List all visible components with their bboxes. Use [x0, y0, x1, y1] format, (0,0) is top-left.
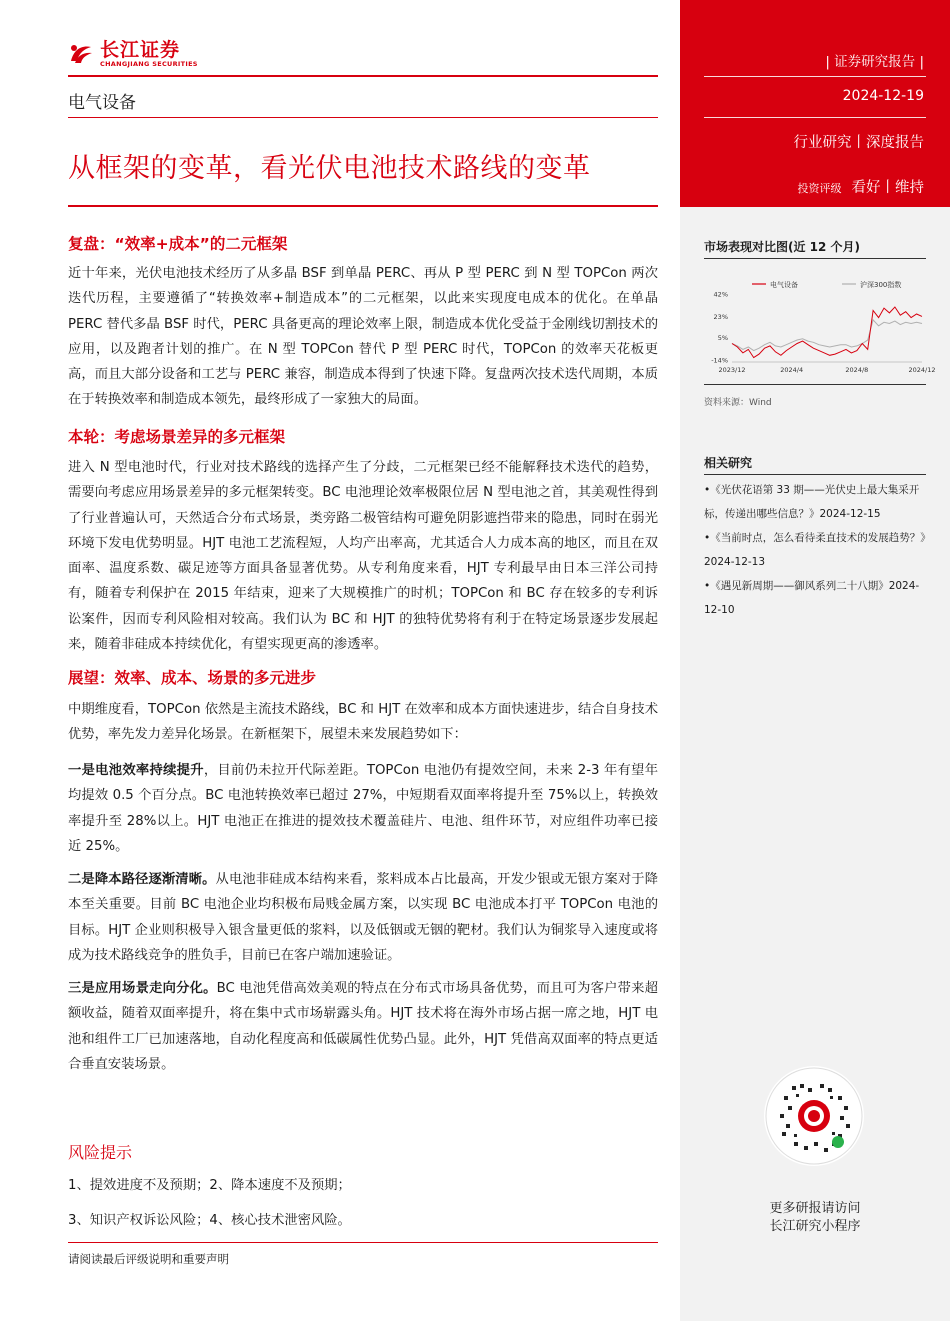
market-chart	[704, 268, 936, 380]
meta-divider-1	[704, 76, 926, 77]
mini-program-qr[interactable]	[764, 1066, 864, 1166]
market-chart-top-rule	[704, 258, 926, 259]
section-head-current: 本轮：考虑场景差异的多元框架	[68, 428, 286, 446]
sector-divider	[68, 117, 658, 118]
company-logo	[68, 36, 198, 72]
y-tick-label: 23%	[713, 312, 728, 321]
qr-code-icon	[764, 1066, 864, 1166]
market-chart-source: 资料来源：Wind	[704, 398, 772, 408]
outlook-point-3	[68, 976, 658, 1077]
sector-label: 电气设备	[68, 93, 136, 113]
report-category: 行业研究丨深度报告	[793, 135, 924, 151]
y-tick-label: 5%	[717, 334, 728, 343]
y-tick-label: -14%	[711, 356, 728, 365]
report-title: 从框架的变革，看光伏电池技术路线的变革	[68, 153, 591, 184]
report-type: | 证券研究报告 |	[825, 54, 924, 70]
rating-label: 投资评级	[797, 182, 842, 195]
market-chart-title: 市场表现对比图(近 12 个月)	[704, 240, 861, 254]
footer-note: 请阅读最后评级说明和重要声明	[68, 1252, 229, 1266]
section-head-review: 复盘：“效率+成本”的二元框架	[68, 235, 288, 253]
legend-label-1: 沪深300指数	[860, 281, 902, 289]
outlook-intro: 中期维度看，TOPCon 依然是主流技术路线，BC 和 HJT 在效率和成本方面快速进步，结合自身技术优势，率先发力差异化场景。在新框架下，展望未来发展趋势如下：	[68, 702, 658, 743]
qr-caption-1: 更多研报请访问	[769, 1201, 861, 1216]
logo-en: CHANGJIANG SECURITIES	[100, 59, 198, 68]
logo-icon	[68, 41, 94, 67]
risk-head: 风险提示	[68, 1143, 133, 1162]
series-line-0	[732, 307, 922, 358]
market-chart-bottom-rule	[704, 384, 926, 385]
sidebar	[680, 0, 950, 1321]
risk-line-2: 3、知识产权诉讼风险；4、核心技术泄密风险。	[68, 1213, 351, 1228]
point-1-bold: 一是电池效率持续提升	[68, 763, 204, 778]
x-tick-label: 2024/4	[780, 366, 804, 374]
title-divider	[68, 205, 658, 207]
related-item-2[interactable]: •《当前时点，怎么看待柔直技术的发展趋势？》2024-12-13	[704, 532, 926, 568]
outlook-point-1	[68, 758, 658, 859]
y-tick-label: 42%	[713, 290, 728, 299]
qr-caption-2: 长江研究小程序	[769, 1219, 861, 1234]
point-3-bold: 三是应用场景走向分化。	[68, 981, 217, 996]
x-tick-label: 2023/12	[718, 366, 746, 374]
series-line-1	[732, 320, 922, 351]
point-1-text: ，目前仍未拉开代际差距。TOPCon 电池仍有提效空间，未来 2-3 年有望年均提效 0.5 个百分点。BC 电池转换效率已超过 27%，中短期看双面率将提升至 75%以上，转换效率提升至 28%以上。HJT 电池正在推进的提效技术覆盖硅片、电池、组件环节，对应组件功率已接近 25%。	[68, 763, 659, 854]
related-rule	[704, 474, 926, 475]
outlook-point-2	[68, 867, 658, 968]
x-tick-label: 2024/8	[845, 366, 869, 374]
related-research-list	[704, 478, 930, 622]
report-meta-panel	[680, 0, 950, 207]
footer-divider	[68, 1242, 658, 1243]
meta-divider-2	[704, 117, 926, 118]
x-tick-label: 2024/12	[908, 366, 936, 374]
section-para-current: 进入 N 型电池时代，行业对技术路线的选择产生了分歧，二元框架已经不能解释技术迭代的趋势，需要向考虑应用场景差异的多元框架转变。BC 电池理论效率极限位居 N 型电池之首，其美观性得到了行业普遍认可，天然适合分布式场景，类旁路二极管结构可避免阴影遮挡带来的隐患，同时在弱光环境下发电优势明显。HJT 电池工艺流程短，人均产出率高，尤其适合人力成本高的地区，而且在双面率、温度系数、碳足迹等方面具备显著优势。从专利角度来看，HJT 专利最早由日本三洋公司持有，随着专利保护在 2015 年结束，迎来了大规模推广的时机；TOPCon 和 BC 存在较多的专利诉讼案件，因而专利风险相对较高。我们认为 BC 和 HJT 的独特优势将有利于在特定场景逐步发展起来，随着非硅成本持续优化，有望实现更高的渗透率。	[68, 460, 658, 653]
logo-cn: 长江证券	[100, 38, 181, 61]
rating	[798, 176, 925, 197]
related-item-3[interactable]: •《遇见新周期——御风系列二十八期》2024-12-10	[704, 580, 920, 616]
related-item-1[interactable]: •《光伏花语第 33 期——光伏史上最大集采开标，传递出哪些信息？》2024-12-15	[704, 484, 920, 520]
report-date: 2024-12-19	[842, 88, 924, 104]
risk-line-1: 1、提效进度不及预期；2、降本速度不及预期；	[68, 1178, 351, 1193]
point-2-text: 从电池非硅成本结构来看，浆料成本占比最高，开发少银或无银方案对于降本至关重要。目前 BC 电池企业均积极布局贱金属方案，以实现 BC 电池成本打平 TOPCon 电池的目标。HJT 企业则积极导入银含量更低的浆料，以及低铟或无铟的靶材。我们认为铜浆导入速度或将成为技术路线竞争的胜负手，目前已在客户端加速验证。	[68, 872, 659, 963]
legend-label-0: 电气设备	[770, 281, 798, 289]
header-divider	[68, 75, 658, 77]
point-2-bold: 二是降本路径逐渐清晰。	[68, 872, 216, 887]
section-para-review: 近十年来，光伏电池技术经历了从多晶 BSF 到单晶 PERC、再从 P 型 PERC 到 N 型 TOPCon 两次迭代历程，主要遵循了“转换效率+制造成本”的二元框架，以此来实现度电成本的优化。在单晶 PERC 替代多晶 BSF 时代，PERC 具备更高的理论效率上限，制造成本优化受益于金刚线切割技术的应用，以及跑者计划的推广。在 N 型 TOPCon 替代 P 型 PERC 时代，TOPCon 的效率天花板更高，而且大部分设备和工艺与 PERC 兼容，制造成本得到了快速下降。复盘两次技术迭代周期，本质在于转换效率和制造成本领先，最终形成了一家独大的局面。	[68, 266, 658, 408]
section-head-outlook: 展望：效率、成本、场景的多元进步	[68, 669, 317, 687]
point-3-text: BC 电池凭借高效美观的特点在分布式市场具备优势，而且可为客户带来超额收益，随着双面率提升，将在集中式市场崭露头角。HJT 技术将在海外市场占据一席之地，HJT 电池和组件工厂已加速落地，自动化程度高和低碳属性优势凸显。此外，HJT 凭借高双面率的特点更适合垂直安装场景。	[68, 981, 658, 1072]
related-research-head: 相关研究	[704, 456, 753, 470]
rating-value: 看好丨维持	[851, 180, 924, 196]
